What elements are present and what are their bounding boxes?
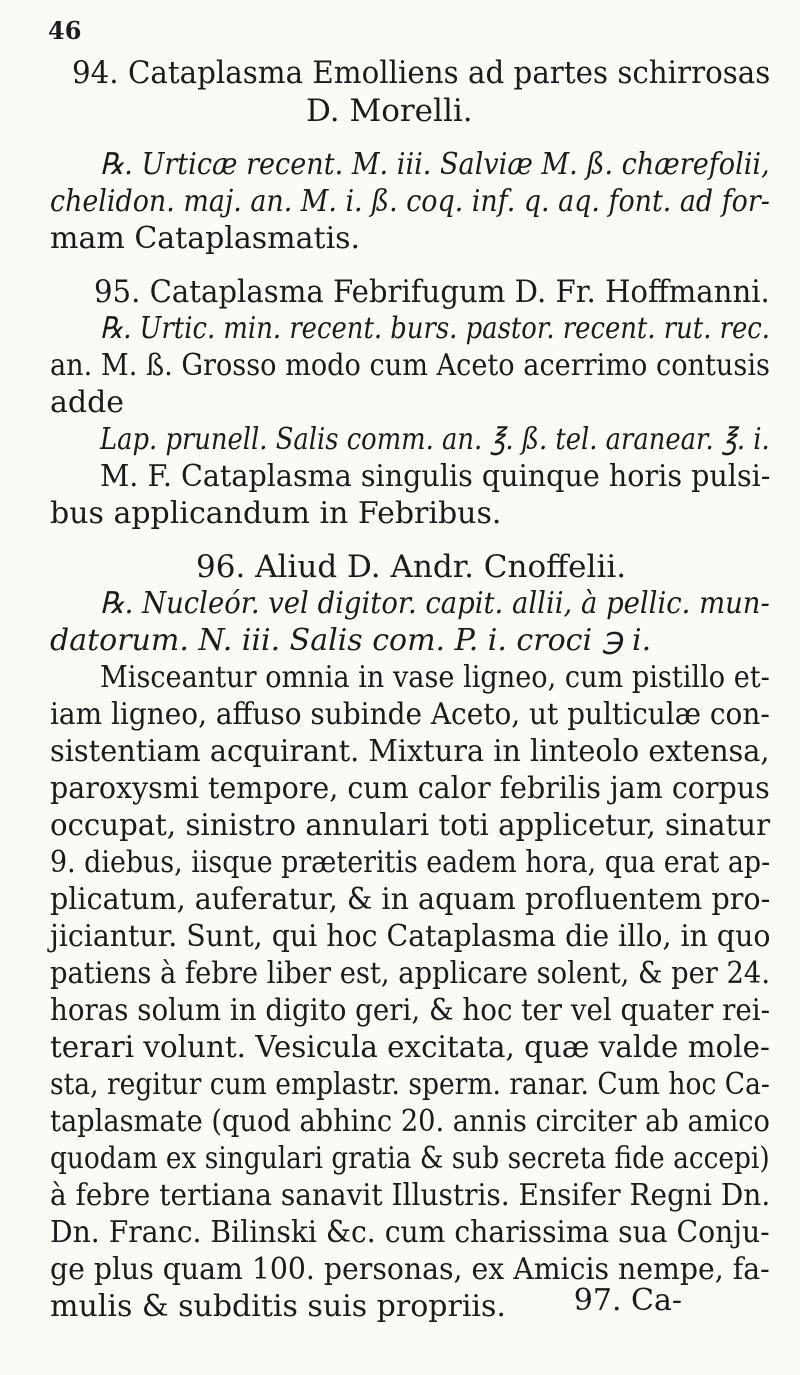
- body-line: paroxysmi tempore, cum calor febrilis jam corpus: [50, 771, 770, 806]
- body-line: plicatum, auferatur, & in aquam profluentem pro-: [50, 882, 771, 917]
- recipe-line: mam Cataplasmatis.: [50, 221, 361, 256]
- body-line: à febre tertiana sanavit Illustris. Ensifer Regni Dn.: [50, 1178, 771, 1213]
- recipe-line: M. F. Cataplasma singulis quinque horis pulsi-: [100, 459, 771, 494]
- recipe-line: ℞. Urtic. min. recent. burs. pastor. recent. rut. rec.: [100, 311, 771, 346]
- heading-95: 95. Cataplasma Febrifugum D. Fr. Hoffmanni.: [94, 274, 770, 310]
- heading-96: 96. Aliud D. Andr. Cnoffelii.: [196, 549, 627, 585]
- body-line: jiciantur. Sunt, qui hoc Cataplasma die illo, in quo: [50, 919, 771, 954]
- body-line: sta, regitur cum emplastr. sperm. ranar. Cum hoc Ca-: [50, 1067, 770, 1102]
- body-line: taplasmate (quod abhinc 20. annis circiter ab amico: [50, 1104, 770, 1139]
- recipe-line: adde: [50, 385, 125, 420]
- body-line: sistentiam acquirant. Mixtura in linteolo extensa,: [50, 734, 770, 769]
- recipe-line: Lap. prunell. Salis comm. an. ℥. ß. tel. aranear. ℥. i.: [100, 422, 770, 457]
- body-line: patiens à febre liber est, applicare solent, & per 24.: [50, 956, 771, 991]
- recipe-line: datorum. N. iii. Salis com. P. i. croci ℈ i.: [50, 623, 652, 658]
- body-line: iam ligneo, affuso subinde Aceto, ut pulticulæ con-: [50, 697, 770, 732]
- catchword: 97. Ca-: [573, 1283, 682, 1318]
- body-line: horas solum in digito geri, & hoc ter vel quater rei-: [50, 993, 770, 1028]
- recipe-line: ℞. Urticæ recent. M. iii. Salviæ M. ß. chærefolii,: [100, 147, 770, 182]
- recipe-line: bus applicandum in Febribus.: [50, 496, 502, 531]
- heading-94: 94. Cataplasma Emolliens ad partes schirrosas: [72, 55, 771, 91]
- recipe-line: an. M. ß. Grosso modo cum Aceto acerrimo contusis: [50, 348, 770, 383]
- body-line: Dn. Franc. Bilinski &c. cum charissima sua Conju-: [50, 1215, 770, 1250]
- recipe-line: ℞. Nucleór. vel digitor. capit. allii, à pellic. mun-: [100, 586, 770, 621]
- body-line: ge plus quam 100. personas, ex Amicis nempe, fa-: [50, 1252, 770, 1287]
- body-line: occupat, sinistro annulari toti applicetur, sinatur: [50, 808, 771, 843]
- body-line: mulis & subditis suis propriis.: [50, 1289, 506, 1324]
- heading-94-author: D. Morelli.: [306, 93, 473, 129]
- body-line: terari volunt. Vesicula excitata, quæ valde mole-: [50, 1030, 770, 1065]
- body-line: quodam ex singulari gratia & sub secreta fide accepi): [50, 1141, 770, 1176]
- page-number: 46: [48, 16, 82, 45]
- body-line: Misceantur omnia in vase ligneo, cum pistillo et-: [100, 660, 770, 695]
- recipe-line: chelidon. maj. an. M. i. ß. coq. inf. q. aq. font. ad for-: [50, 184, 770, 219]
- body-line: 9. diebus, iisque præteritis eadem hora, qua erat ap-: [50, 845, 771, 880]
